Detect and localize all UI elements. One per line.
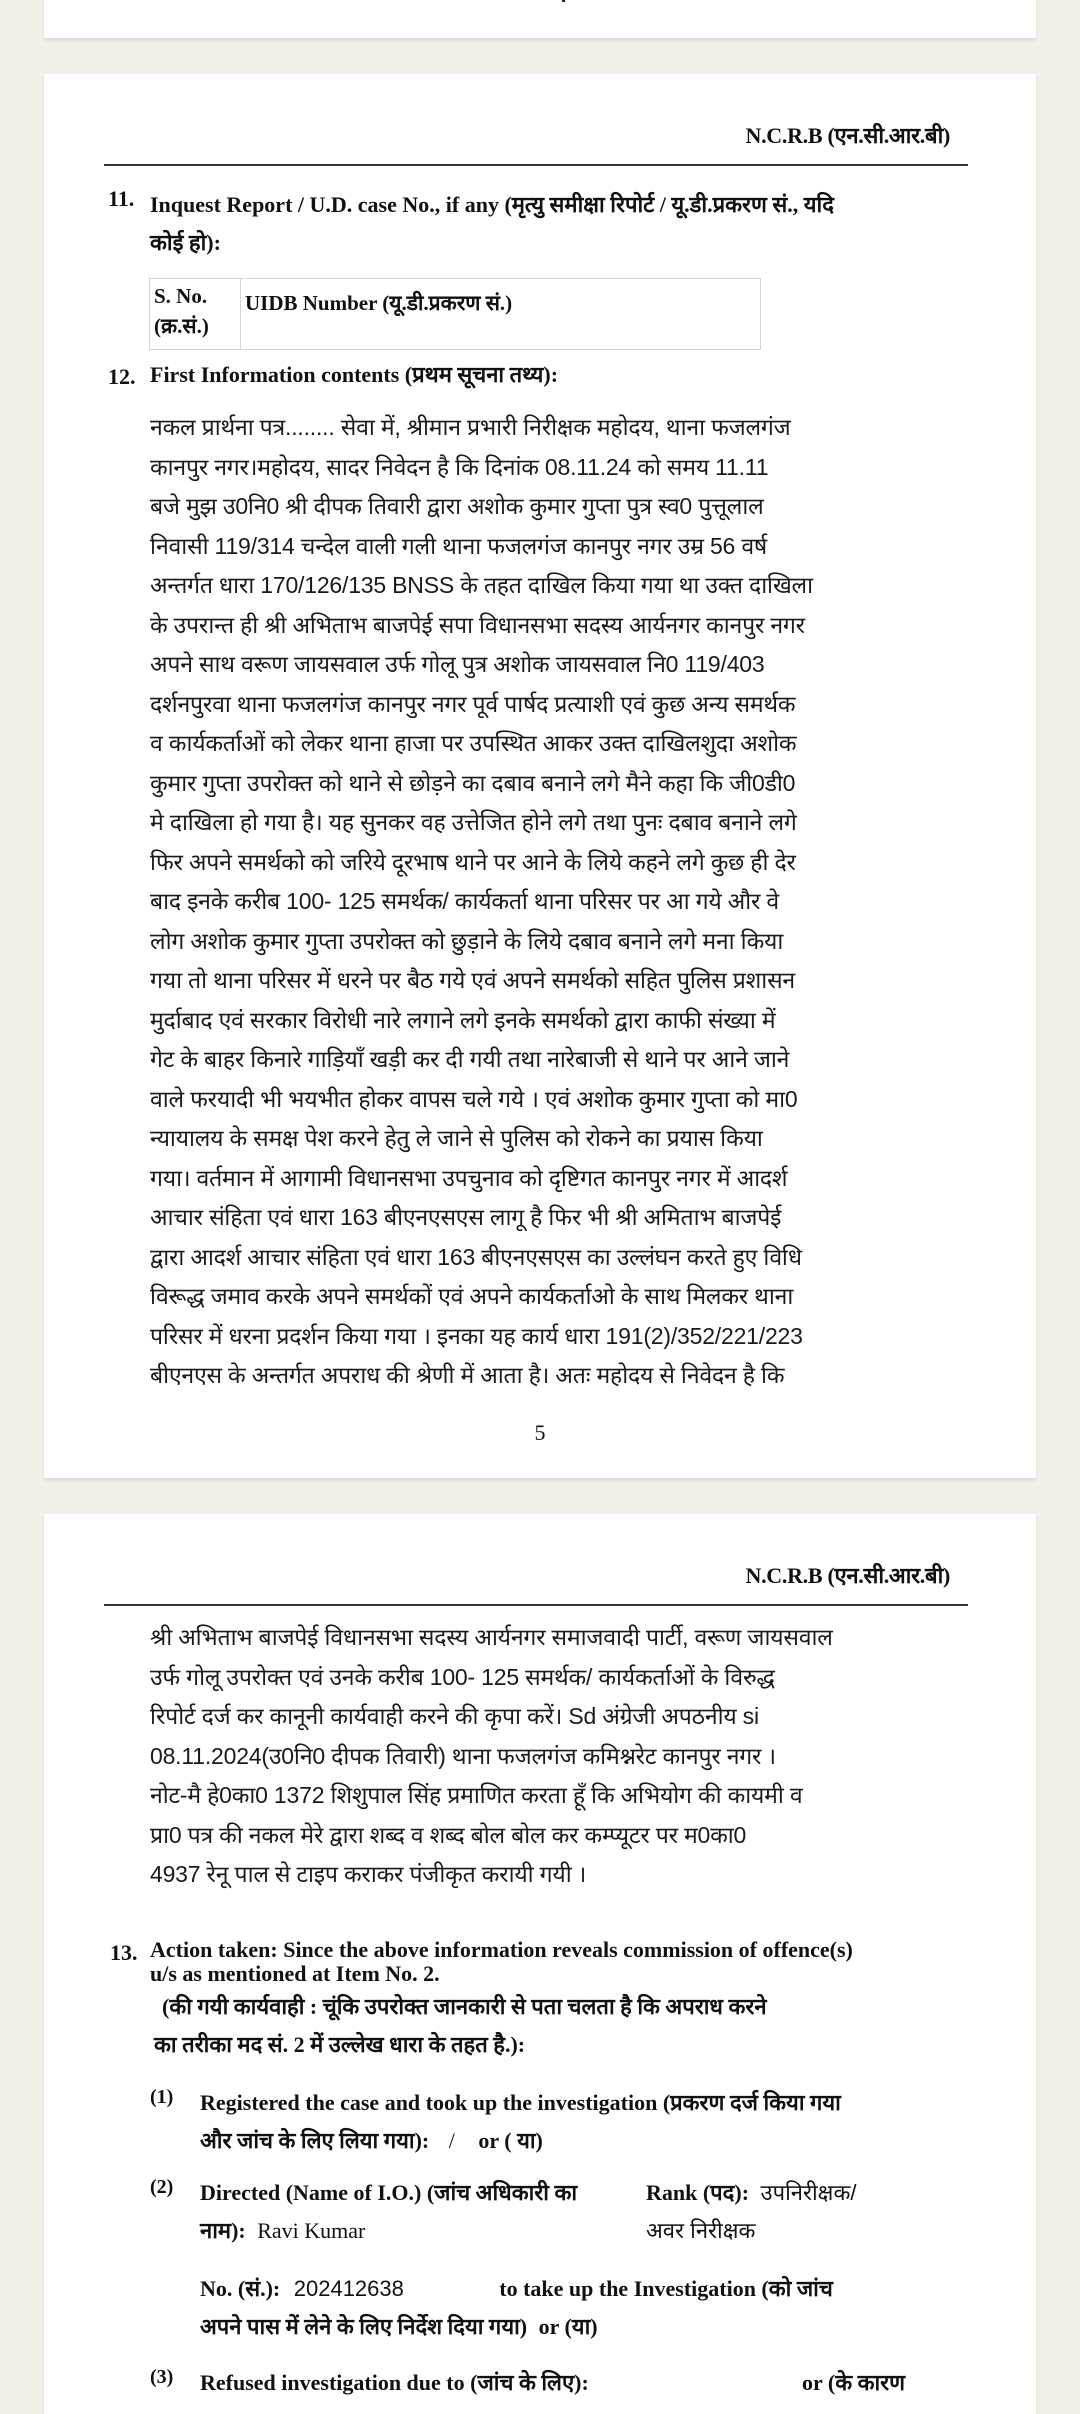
item-1-value: / [448, 2128, 455, 2153]
fir-line: 08.11.2024(उ0नि0 दीपक तिवारी) थाना फजलगंज कमिश्नरेट कानपुर नगर । [150, 1742, 776, 1769]
item-2-number [200, 2270, 1020, 2346]
section-number-13: 13. [110, 1940, 138, 1965]
item-2-or: or (या) [538, 2314, 598, 2339]
fir-line: वाले फरयादी भी भयभीत होकर वापस चले गये । एवं अशोक कुमार गुप्ता को मा0 [150, 1085, 798, 1112]
fir-line: लोग अशोक कुमार गुप्ता उपरोक्त को छुड़ाने के लिये दबाव बनाने लगे मना किया [150, 927, 784, 954]
section-12-title: First Information contents (प्रथम सूचना तथ्य): [150, 362, 559, 387]
section-11-title-line2: कोई हो): [150, 230, 221, 255]
fir-line: अन्तर्गत धारा 170/126/135 BNSS के तहत दाखिल किया गया था उक्त दाखिला [150, 572, 813, 598]
table-header-sno-line1: S. No. [154, 284, 208, 308]
section-13-hindi [154, 1988, 1014, 2064]
section-13-title [150, 1938, 1010, 1986]
item-3-refused [200, 2364, 1020, 2402]
item-1-line1: Registered the case and took up the investigation (प्रकरण दर्ज किया गया [200, 2090, 841, 2115]
item-2-label-line2 [200, 2212, 640, 2250]
item-1-or: or ( या) [478, 2128, 543, 2153]
rank-value-line2: अवर निरीक्षक [646, 2218, 756, 2243]
io-name-label: नाम): [200, 2218, 246, 2243]
io-name-value: Ravi Kumar [257, 2218, 366, 2243]
section-13-hindi-line1: (की गयी कार्यवाही : चूंकि उपरोक्त जानकारी से पता चलता है कि अपराध करने [162, 1994, 767, 2019]
section-11-title [150, 186, 1010, 262]
header-divider [104, 1604, 968, 1606]
io-number-line [200, 2270, 1020, 2308]
previous-page-bottom [44, 0, 1036, 38]
fir-line: फिर अपने समर्थको को जरिये दूरभाष थाने पर आने के लिये कहने लगे कुछ ही देर [150, 848, 796, 875]
table-header-uidb: UIDB Number (यू.डी.प्रकरण सं.) [245, 291, 513, 315]
fir-line: विरूद्ध जमाव करके अपने समर्थकों एवं अपने कार्यकर्ताओ के साथ मिलकर थाना [150, 1283, 794, 1309]
fir-line: गया तो थाना परिसर में धरने पर बैठ गये एवं अपने समर्थको सहित पुलिस प्रशासन [150, 967, 795, 993]
section-11-title-line1: Inquest Report / U.D. case No., if any (मृत्यु समीक्षा रिपोर्ट / यू.डी.प्रकरण सं., यदि [150, 192, 834, 217]
page-header-ncrb: N.C.R.B (एन.सी.आर.बी) [745, 1563, 950, 1588]
rank-line1 [646, 2174, 1006, 2212]
table-header-sno-line2: (क्र.सं.) [154, 314, 209, 338]
take-up-text: to take up the Investigation (को जांच [499, 2276, 833, 2301]
item-2-rank [646, 2174, 1006, 2250]
fir-line: नोट-मै हे0का0 1372 शिशुपाल सिंह प्रमाणित करता हूँ कि अभियोग की कायमी व [150, 1782, 803, 1808]
uidb-table [149, 278, 761, 350]
fir-line: अपने साथ वरूण जायसवाल उर्फ गोलू पुत्र अशोक जायसवाल नि0 119/403 [150, 651, 765, 677]
first-information-text-continued [150, 1618, 1010, 1895]
fir-line: 4937 रेनू पाल से टाइप कराकर पंजीकृत करायी गयी । [150, 1861, 587, 1887]
item-2-label-line1: Directed (Name of I.O.) (जांच अधिकारी का [200, 2180, 578, 2205]
rank-value: उपनिरीक्षक/ [760, 2180, 857, 2205]
fir-line: परिसर में धरना प्रदर्शन किया गया । इनका यह कार्य धारा 191(2)/352/221/223 [150, 1322, 803, 1349]
document-page-6 [44, 1514, 1036, 2414]
fir-line: बीएनएस के अन्तर्गत अपराध की श्रेणी में आता है। अतः महोदय से निवेदन है कि [150, 1362, 785, 1388]
fir-line: श्री अभिताभ बाजपेई विधानसभा सदस्य आर्यनगर समाजवादी पार्टी, वरूण जायसवाल [150, 1624, 833, 1650]
header-divider [104, 164, 968, 166]
fir-line: मुर्दाबाद एवं सरकार विरोधी नारे लगाने लगे इनके समर्थको द्वारा काफी संख्या में [150, 1006, 776, 1033]
item-number-3: (3) [150, 2366, 174, 2388]
fir-line: कुमार गुप्ता उपरोक्त को थाने से छोड़ने का दबाव बनाने लगे मैने कहा कि जी0डी0 [150, 769, 796, 796]
fir-line: दर्शनपुरवा थाना फजलगंज कानपुर नगर पूर्व पार्षद प्रत्याशी एवं कुछ अन्य समर्थक [150, 690, 796, 717]
item-number-2: (2) [150, 2176, 174, 2198]
fir-line: प्रा0 पत्र की नकल मेरे द्वारा शब्द व शब्द बोल बोल कर कम्प्यूटर पर म0का0 [150, 1821, 747, 1848]
page-number: 5 [534, 1420, 546, 1445]
item-1-line2-text: और जांच के लिए लिया गया): [200, 2128, 430, 2153]
item-3-or: or (के कारण [802, 2370, 906, 2395]
section-13-title-line2: u/s as mentioned at Item No. 2. [150, 1961, 440, 1986]
item-3-text: Refused investigation due to (जांच के लिए): [200, 2370, 589, 2395]
fir-line: आचार संहिता एवं धारा 163 बीएनएसएस लागू है फिर भी श्री अमिताभ बाजपेई [150, 1204, 782, 1230]
section-13-hindi-line2: का तरीका मद सं. 2 में उल्लेख धारा के तहत है.): [154, 2032, 526, 2057]
first-information-text [150, 408, 1010, 1396]
item-1-line2 [200, 2122, 1020, 2160]
fir-line: के उपरान्त ही श्री अभिताभ बाजपेई सपा विधानसभा सदस्य आर्यनगर कानपुर नगर [150, 611, 805, 638]
take-up-line2 [200, 2308, 1020, 2346]
table-header-sno [150, 279, 241, 349]
item-number-1: (1) [150, 2086, 174, 2108]
fir-line: मे दाखिला हो गया है। यह सुनकर वह उत्तेजित होने लगे तथा पुनः दबाव बनाने लगे [150, 809, 797, 835]
section-number-12: 12. [108, 364, 136, 389]
io-number-value: 202412638 [293, 2276, 404, 2301]
fir-line: कानपुर नगर।महोदय, सादर निवेदन है कि दिनांक 08.11.24 को समय 11.11 [150, 453, 769, 480]
fir-line: उर्फ गोलू उपरोक्त एवं उनके करीब 100- 125 समर्थक/ कार्यकर्ताओं के विरुद्ध [150, 1663, 775, 1690]
rank-label: Rank (पद): [646, 2180, 750, 2205]
fir-line: व कार्यकर्ताओं को लेकर थाना हाजा पर उपस्थित आकर उक्त दाखिलशुदा अशोक [150, 730, 797, 756]
document-page-5 [44, 74, 1036, 1478]
fir-line: गेट के बाहर किनारे गाड़ियाँ खड़ी कर दी गयी तथा नारेबाजी से थाने पर आने जाने [150, 1046, 790, 1072]
take-up-text-2: अपने पास में लेने के लिए निर्देश दिया गया) [200, 2314, 528, 2339]
section-number-11: 11. [108, 186, 135, 211]
fir-line: न्यायालय के समक्ष पेश करने हेतु ले जाने से पुलिस को रोकने का प्रयास किया [150, 1125, 763, 1151]
fir-line: नकल प्रार्थना पत्र........ सेवा में, श्रीमान प्रभारी निरीक्षक महोदय, थाना फजलगंज [150, 414, 791, 440]
item-2-directed [200, 2174, 640, 2250]
fir-line: निवासी 119/314 चन्देल वाली गली थाना फजलगंज कानपुर नगर उम्र 56 वर्ष [150, 532, 767, 559]
io-number-label: No. (सं.): [200, 2276, 281, 2301]
fir-line: रिपोर्ट दर्ज कर कानूनी कार्यवाही करने की कृपा करें। Sd अंग्रेजी अपठनीय si [150, 1703, 759, 1729]
fir-line: बजे मुझ उ0नि0 श्री दीपक तिवारी द्वारा अशोक कुमार गुप्ता पुत्र स्व0 पुत्तूलाल [150, 493, 764, 519]
fir-line: द्वारा आदर्श आचार संहिता एवं धारा 163 बीएनएसएस का उल्लंघन करते हुए विधि [150, 1243, 802, 1270]
page-number-fragment [562, 0, 565, 2]
item-1-registered [200, 2084, 1020, 2160]
fir-line: बाद इनके करीब 100- 125 समर्थक/ कार्यकर्ता थाना परिसर पर आ गये और वे [150, 888, 779, 914]
page-header-ncrb: N.C.R.B (एन.सी.आर.बी) [745, 123, 950, 148]
section-13-title-line1: Action taken: Since the above information reveals commission of offence(s) [150, 1937, 853, 1962]
fir-line: गया। वर्तमान में आगामी विधानसभा उपचुनाव को दृष्टिगत कानपुर नगर में आदर्श [150, 1164, 788, 1191]
